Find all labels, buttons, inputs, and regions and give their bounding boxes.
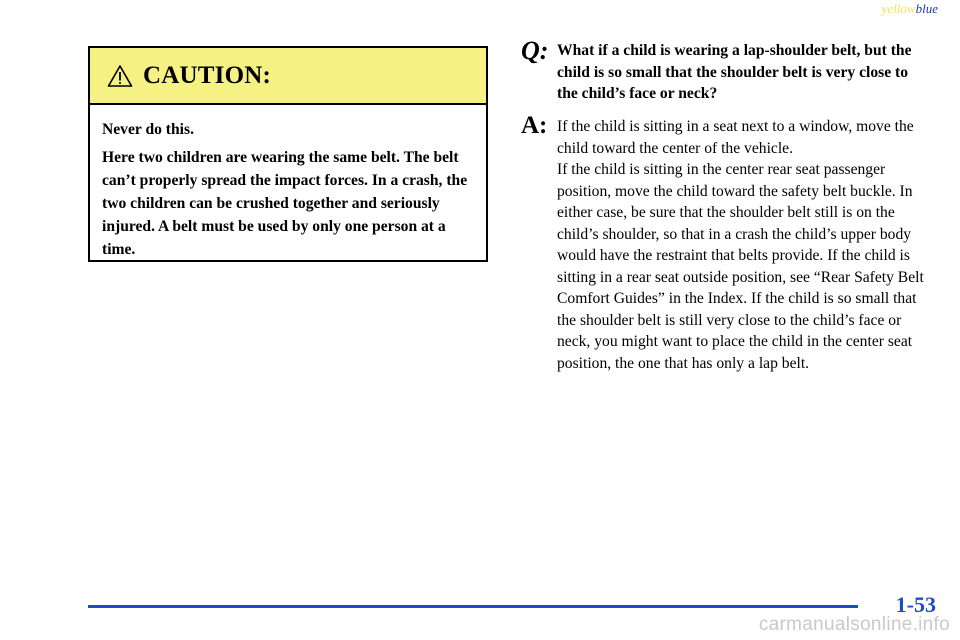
mark-blue: blue bbox=[915, 1, 938, 16]
answer-block bbox=[521, 112, 931, 374]
question-block bbox=[521, 36, 931, 105]
answer-paragraph: If the child is sitting in a seat next to a window, move the child toward the center of the vehicle. bbox=[557, 118, 914, 157]
answer-label: A: bbox=[521, 112, 548, 139]
mark-yellow: yellow bbox=[881, 1, 916, 16]
caution-paragraph: Here two children are wearing the same belt. The belt can’t properly spread the impact forces. In a crash, the two children can be crushed together and seriously injured. A belt must be used by only one person at a time. bbox=[102, 149, 468, 258]
question-text: What if a child is wearing a lap-shoulder belt, but the child is so small that the shoulder belt is very close to the child’s face or neck? bbox=[557, 42, 912, 102]
caution-body bbox=[90, 105, 486, 261]
caution-header bbox=[90, 48, 486, 105]
watermark: carmanualsonline.info bbox=[758, 614, 950, 635]
answer-paragraph: If the child is sitting in the center rear seat passenger position, move the child toward the safety belt buckle. In either case, be sure that the shoulder belt still is on the child’s shoulder, so that in a crash the child’s upper body would have the restraint that belts provide. If the child is sitting in a rear seat outside position, see “Rear Safety Belt Comfort Guides” in the Index. If the child is so small that the shoulder belt is still very close to the child’s face or neck, you might want to place the child in the center seat position, the one that has only a lap belt. bbox=[557, 161, 924, 372]
caution-box bbox=[88, 46, 488, 262]
footer-rule bbox=[88, 605, 858, 608]
answer-text bbox=[557, 116, 931, 374]
warning-triangle-icon bbox=[107, 64, 133, 88]
caution-paragraph: Never do this. bbox=[102, 121, 194, 138]
page-number: 1-53 bbox=[895, 592, 936, 617]
caution-title: CAUTION: bbox=[143, 61, 271, 89]
color-proof-mark bbox=[882, 1, 938, 17]
question-label: Q: bbox=[521, 36, 549, 65]
